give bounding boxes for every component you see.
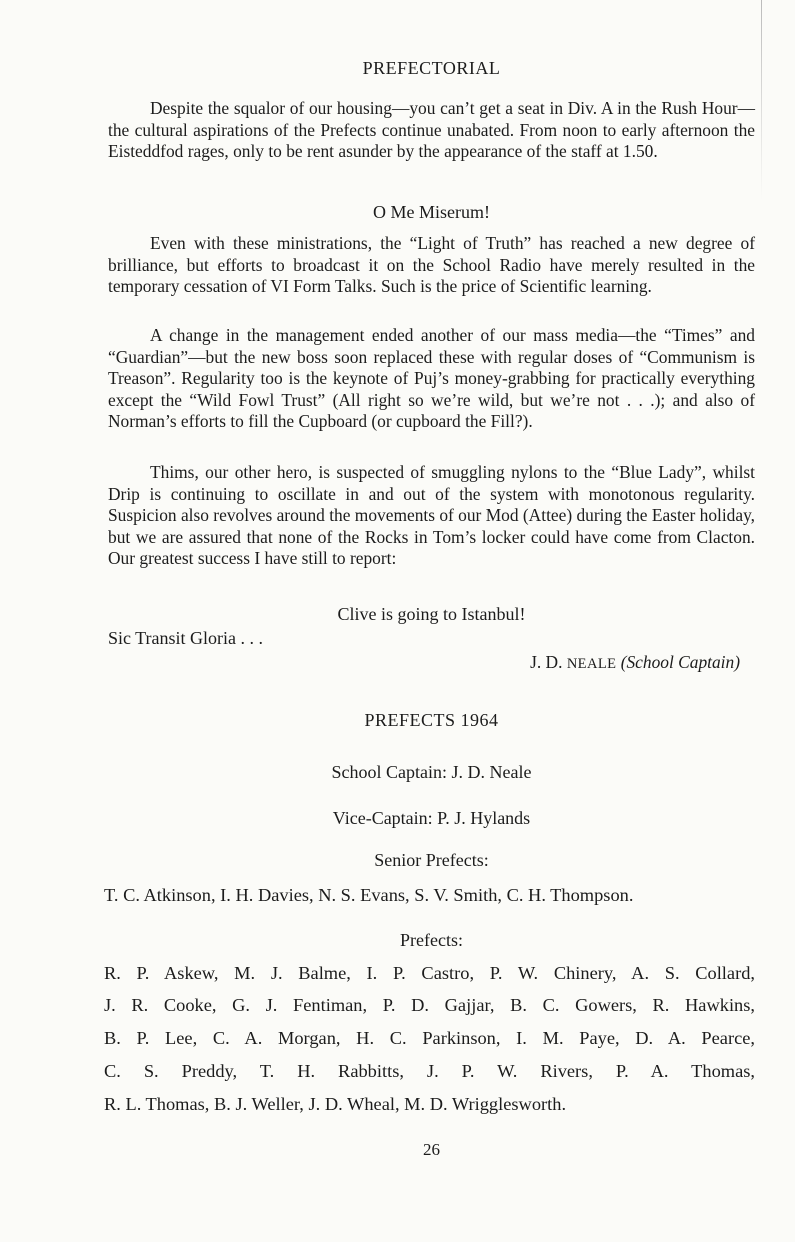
vice-captain-line: Vice-Captain: P. J. Hylands	[332, 808, 531, 828]
announcement-line: Clive is going to Istanbul!	[337, 604, 526, 624]
prefects-list-line: R. L. Thomas, B. J. Weller, J. D. Wheal, M. D. Wrigglesworth.	[104, 1094, 567, 1114]
senior-prefects-names: T. C. Atkinson, I. H. Davies, N. S. Evans, S. V. Smith, C. H. Thompson.	[104, 885, 634, 905]
paragraph-4: Thims, our other hero, is suspected of smuggling nylons to the “Blue Lady”, whilst Drip is continuing to oscillate in and out of the system with monotonous regularity. Suspicion also revolves around the movements of our Mod (Attee) during the Easter holiday, but we are assured that none of the Rocks in Tom’s locker could have come from Clacton. Our greatest success I have still to report:	[108, 462, 756, 568]
school-captain-line: School Captain: J. D. Neale	[331, 762, 532, 782]
article-title: PREFECTORIAL	[362, 58, 501, 78]
senior-prefects-heading: Senior Prefects:	[374, 850, 489, 870]
prefects-list-line: B. P. Lee, C. A. Morgan, H. C. Parkinson, I. M. Paye, D. A. Pearce,	[104, 1028, 755, 1048]
prefects-list-line: R. P. Askew, M. J. Balme, I. P. Castro, P. W. Chinery, A. S. Collard,	[104, 963, 755, 983]
prefects-list-line: J. R. Cooke, G. J. Fentiman, P. D. Gajjar, B. C. Gowers, R. Hawkins,	[104, 995, 755, 1015]
closing-line: Sic Transit Gloria . . .	[108, 628, 264, 648]
prefects-title: PREFECTS 1964	[364, 710, 499, 730]
signature-surname: NEALE	[566, 656, 617, 672]
prefects-list-line: C. S. Preddy, T. H. Rabbitts, J. P. W. Rivers, P. A. Thomas,	[104, 1061, 755, 1081]
paragraph-1: Despite the squalor of our housing—you can’t get a seat in Div. A in the Rush Hour—the cultural aspirations of the Prefects continue unabated. From noon to early afternoon the Eisteddfod rages, only to be rent asunder by the appearance of the staff at 1.50.	[108, 98, 755, 161]
prefects-heading: Prefects:	[400, 930, 463, 950]
page-number: 26	[423, 1140, 440, 1159]
signature	[530, 652, 740, 673]
paragraph-3: A change in the management ended another of our mass media—the “Times” and “Guardian”—but the new boss soon replaced these with regular doses of “Communism is Treason”. Regularity too is the keynote of Puj’s money-grabbing for practically everything except the “Wild Fowl Trust” (All right so we’re wild, but we’re not . . .); and also of Norman’s efforts to fill the Cupboard (or cupboard the Fill?).	[108, 325, 755, 431]
paragraph-2: Even with these ministrations, the “Light of Truth” has reached a new degree of brilliance, but efforts to broadcast it on the School Radio have merely resulted in the temporary cessation of VI Form Talks. Such is the price of Scientific learning.	[108, 233, 755, 296]
signature-initials: J. D.	[530, 652, 563, 672]
exclamation-line: O Me Miserum!	[373, 202, 490, 222]
page-edge-shadow	[761, 0, 762, 200]
signature-role: (School Captain)	[620, 652, 740, 672]
